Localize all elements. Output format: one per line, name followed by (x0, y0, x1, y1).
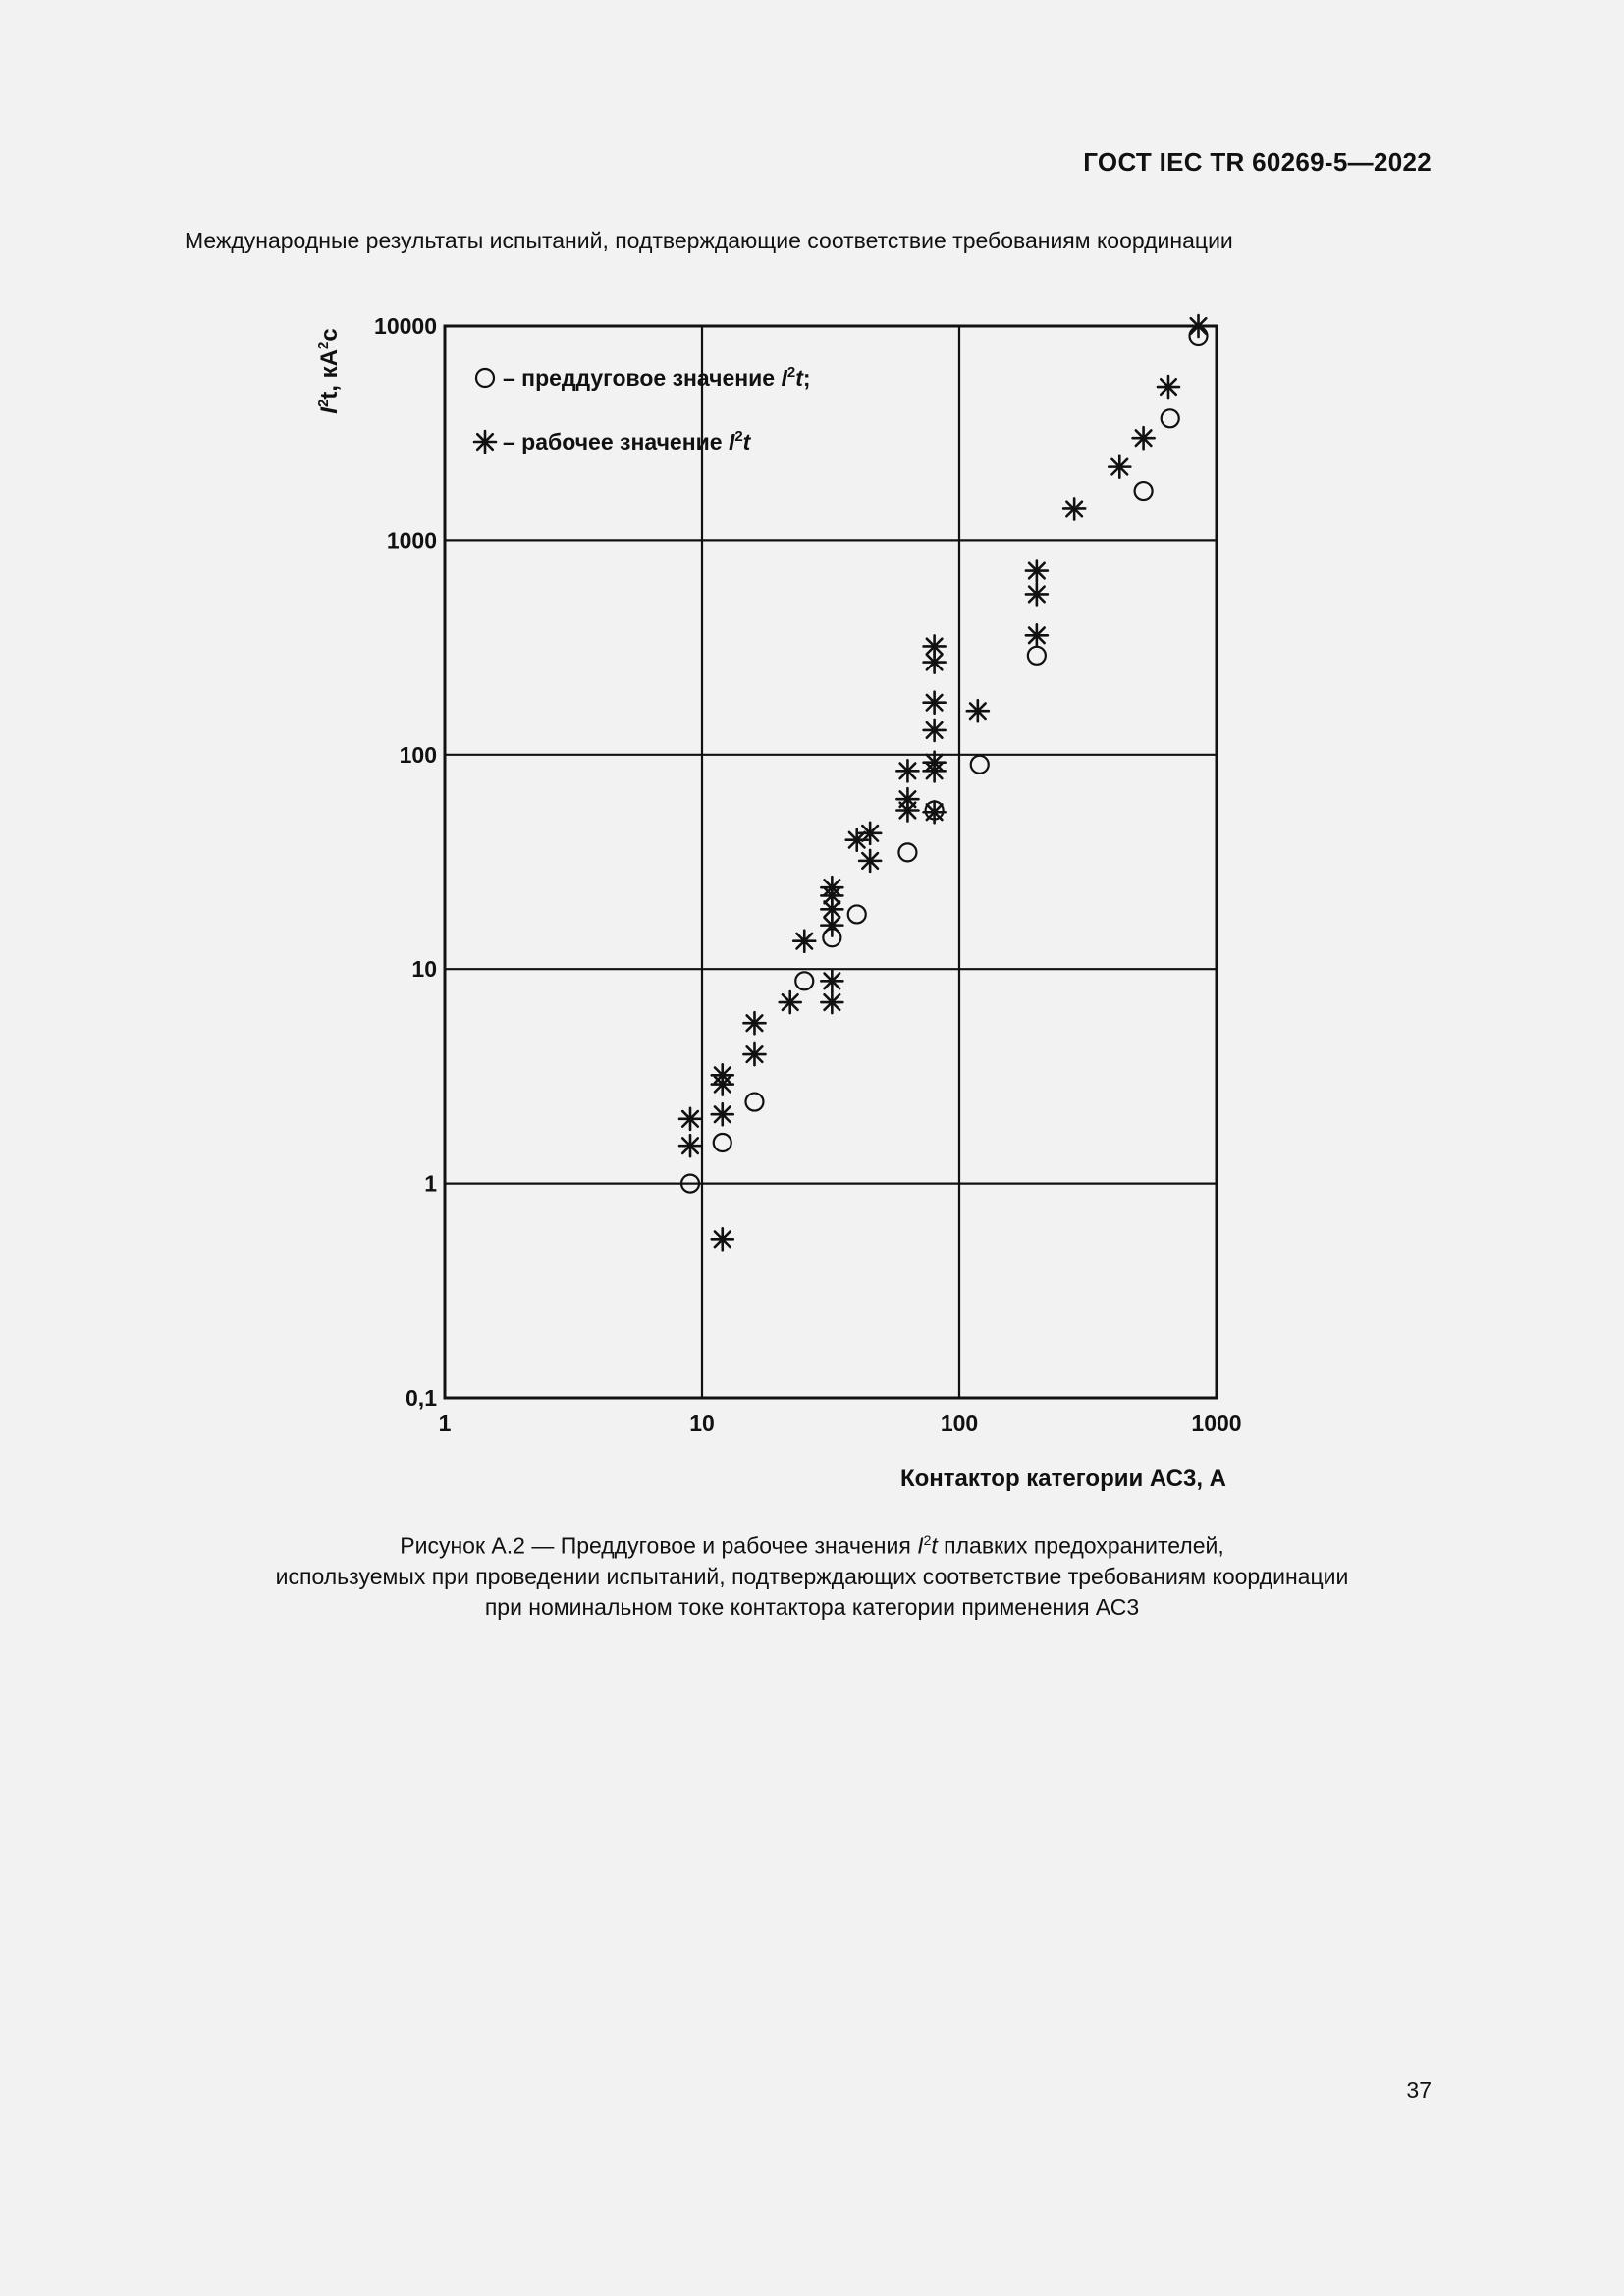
operating-point (780, 991, 801, 1013)
y-tick-label: 0,1 (406, 1385, 437, 1411)
legend-circle-marker (476, 369, 494, 387)
operating-point (1188, 315, 1210, 337)
operating-point (924, 720, 946, 741)
prearcing-point (1135, 482, 1153, 500)
operating-point (924, 801, 946, 823)
operating-point (712, 1103, 733, 1125)
x-axis-title: Контактор категории АС3, А (899, 1466, 1226, 1492)
y-axis-ticks (374, 313, 437, 1411)
operating-point (712, 1228, 733, 1250)
operating-point (924, 692, 946, 714)
legend-label-operating: – рабочее значение $I^2t$ (503, 428, 751, 454)
y-tick-label: 1 (424, 1170, 437, 1197)
operating-point (793, 931, 815, 952)
prearcing-point (745, 1094, 763, 1111)
operating-point (1026, 624, 1048, 646)
y-tick-label: 100 (399, 741, 437, 768)
figure-caption (0, 1525, 1624, 1623)
x-tick-label: 1000 (1191, 1411, 1242, 1436)
y-axis-title: $I^2t$, $кА^2с$ (315, 328, 343, 414)
legend (474, 364, 811, 454)
document-code: ГОСТ IEC TR 60269-5—2022 (1083, 147, 1432, 177)
chart-grid (445, 326, 1217, 1398)
intro-text: Международные результаты испытаний, подтверждающие соответствие требованиям координации (185, 228, 1233, 253)
x-tick-label: 100 (940, 1411, 979, 1436)
operating-point (712, 1064, 733, 1086)
x-axis-ticks (439, 1411, 1242, 1436)
operating-point (1158, 376, 1179, 398)
asterisk-icon (474, 431, 496, 453)
operating-point (821, 970, 842, 991)
operating-point (1109, 456, 1130, 478)
plot-frame (445, 326, 1217, 1398)
operating-point (1063, 498, 1085, 519)
prearcing-point (714, 1134, 731, 1151)
operating-point (924, 752, 946, 774)
prearcing-point (1162, 409, 1179, 427)
y-tick-label: 10 (411, 956, 437, 983)
x-tick-label: 1 (438, 1411, 452, 1436)
operating-point (679, 1108, 701, 1130)
operating-point (859, 823, 881, 844)
prearcing-point (971, 756, 989, 774)
caption-line-2: используемых при проведении испытаний, подтверждающих соответствие требованиям координации (275, 1563, 1349, 1589)
legend-label-prearcing: – преддуговое значение $I^2t$; (503, 364, 811, 391)
page-number: 37 (1406, 2077, 1432, 2103)
operating-point (896, 760, 918, 781)
legend-asterisk-marker (474, 431, 496, 453)
data-points (679, 315, 1209, 1250)
operating-point (859, 850, 881, 872)
operating-point (679, 1135, 701, 1156)
operating-point (1026, 583, 1048, 605)
operating-point (924, 635, 946, 657)
prearcing-point (848, 905, 866, 923)
caption-line-1: Рисунок А.2 — Преддуговое и рабочее значения $I^2t$ плавких предохранителей, (400, 1532, 1224, 1559)
operating-point (1133, 427, 1155, 449)
y-tick-label: 1000 (386, 527, 437, 554)
prearcing-point (1028, 647, 1046, 665)
prearcing-point (795, 972, 813, 989)
caption-line-3: при номинальном токе контактора категории применения АС3 (484, 1593, 1140, 1620)
operating-point (743, 1043, 765, 1065)
operating-point (821, 877, 842, 898)
prearcing-point (898, 843, 916, 861)
y-tick-label: 10000 (374, 313, 437, 339)
operating-point (1026, 561, 1048, 582)
x-tick-label: 10 (689, 1411, 715, 1436)
operating-point (821, 991, 842, 1013)
operating-point (896, 788, 918, 810)
operating-point (967, 700, 989, 721)
operating-point (743, 1012, 765, 1034)
